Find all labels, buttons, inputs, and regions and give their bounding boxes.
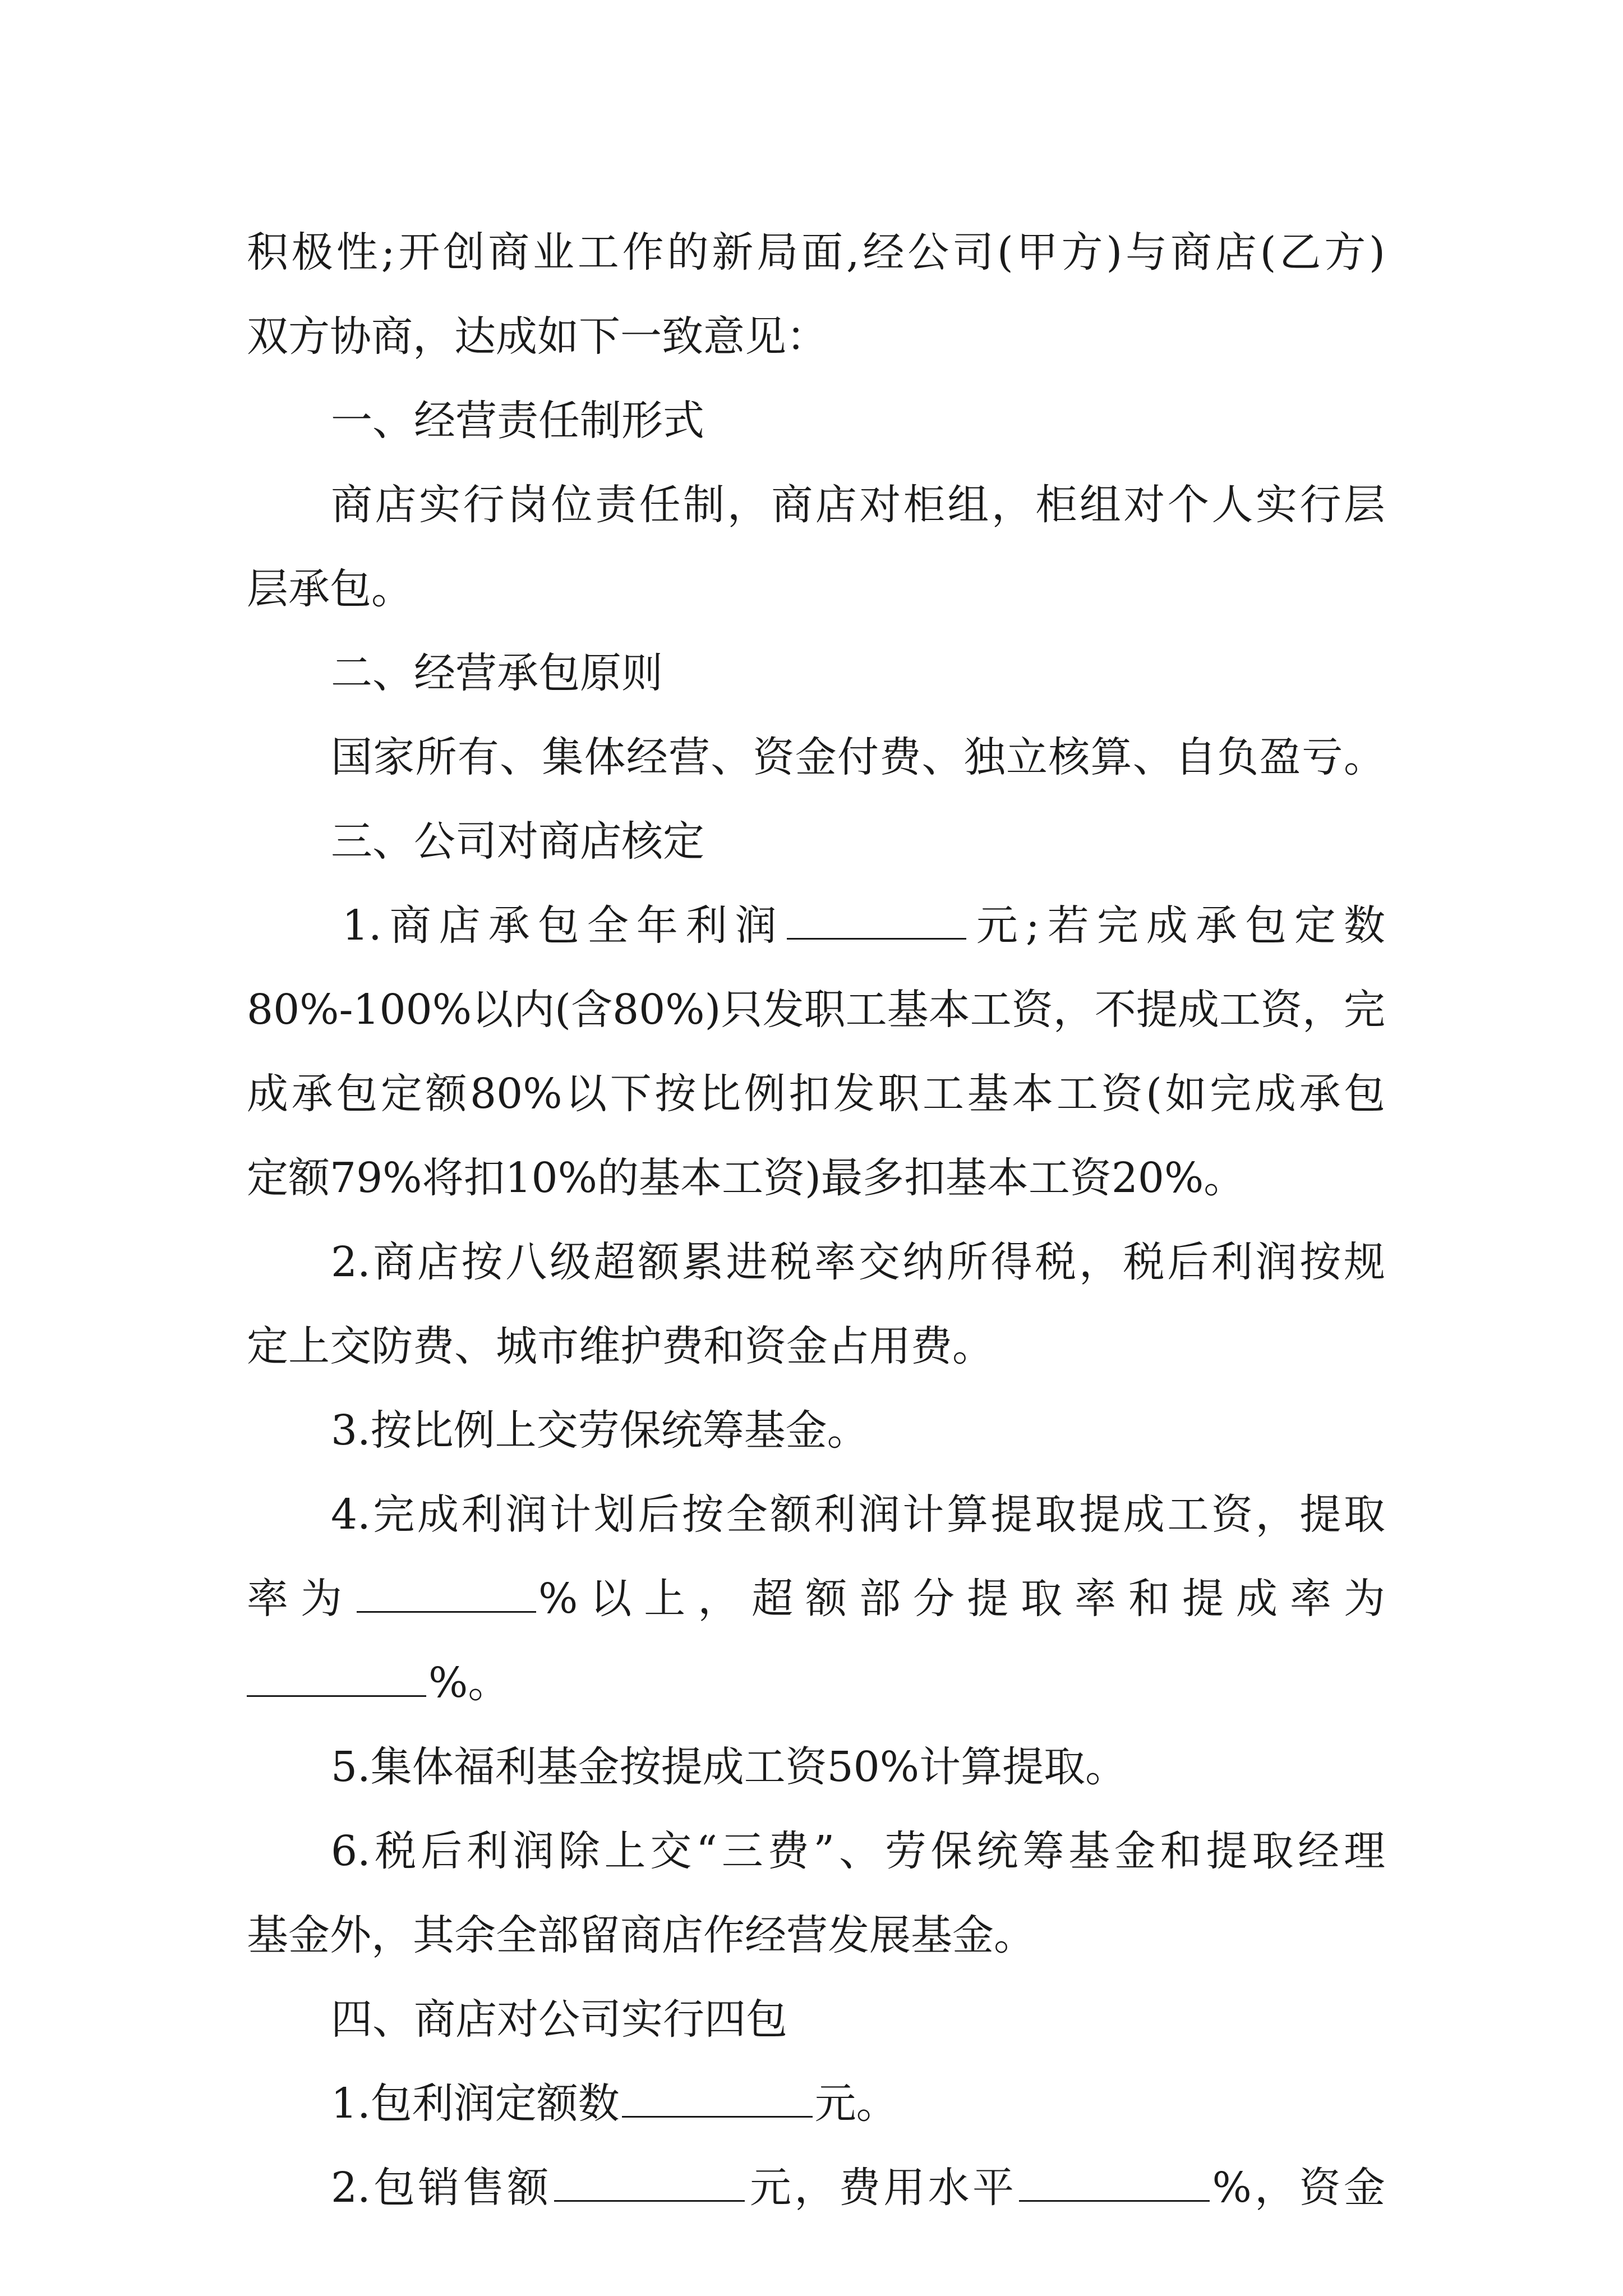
text-line-14: 定上交防费、城市维护费和资金占用费。	[247, 1322, 994, 1370]
clause-4-2-text-b: 元，费用水平	[746, 2164, 1017, 2212]
profit-blank-field[interactable]	[787, 893, 966, 940]
clause-3-4-cont-line	[247, 1644, 509, 1722]
text-line-22: 基金外，其余全部留商店作经营发展基金。	[247, 1911, 1035, 1959]
clause-3-4-text-c: %。	[428, 1659, 510, 1707]
excess-rate-blank-field[interactable]	[247, 1650, 426, 1697]
text-line-5: 层承包。	[247, 565, 413, 613]
section-heading-1: 一、经营责任制形式	[331, 397, 704, 445]
clause-4-2-line	[331, 2148, 1385, 2227]
expense-level-blank-field[interactable]	[1019, 2155, 1210, 2202]
clause-3-1-line	[342, 886, 1385, 965]
section-heading-2: 二、经营承包原则	[331, 649, 663, 697]
text-line-12: 定额79%将扣10%的基本工资)最多扣基本工资20%。	[247, 1154, 1246, 1202]
text-line-13: 2.商店按八级超额累进税率交纳所得税，税后利润按规	[331, 1238, 1385, 1286]
clause-4-1-text-b: 元。	[814, 2079, 898, 2128]
clause-4-1-line	[331, 2064, 898, 2143]
clause-3-1-text-b: 元;若完成承包定数	[968, 901, 1386, 950]
text-line-7: 国家所有、集体经营、资金付费、独立核算、自负盈亏。	[331, 733, 1385, 781]
profit-quota-blank-field[interactable]	[622, 2071, 813, 2118]
commission-rate-blank-field[interactable]	[357, 1566, 536, 1613]
text-line-1: 积极性;开创商业工作的新局面,经公司(甲方)与商店(乙方)	[247, 228, 1385, 277]
clause-4-1-text-a: 1.包利润定额数	[331, 2079, 620, 2128]
clause-4-2-text-c: %，资金	[1212, 2164, 1385, 2212]
text-line-20: 5.集体福利基金按提成工资50%计算提取。	[331, 1743, 1127, 1791]
section-heading-3: 三、公司对商店核定	[331, 817, 704, 866]
text-line-2: 双方协商，达成如下一致意见：	[247, 312, 828, 361]
clause-3-1-text-a: 1.商店承包全年利润	[342, 901, 785, 950]
text-line-11: 成承包定额80%以下按比例扣发职工基本工资(如完成承包	[247, 1070, 1385, 1118]
clause-4-2-text-a: 2.包销售额	[331, 2164, 552, 2212]
clause-3-4-line	[247, 1559, 1385, 1638]
section-heading-4: 四、商店对公司实行四包	[331, 1995, 787, 2044]
text-line-10: 80%-100%以内(含80%)只发职工基本工资，不提成工资，完	[247, 986, 1385, 1034]
text-line-15: 3.按比例上交劳保统筹基金。	[331, 1406, 869, 1455]
clause-3-4-text-a: 率为	[247, 1575, 354, 1623]
sales-blank-field[interactable]	[554, 2155, 745, 2202]
clause-3-4-text-b: %以上，超额部分提取率和提成率为	[538, 1575, 1385, 1623]
text-line-16: 4.完成利润计划后按全额利润计算提取提成工资，提取	[331, 1490, 1385, 1539]
text-line-21: 6.税后利润除上交“三费”、劳保统筹基金和提取经理	[331, 1827, 1385, 1875]
text-line-4: 商店实行岗位责任制，商店对柜组，柜组对个人实行层	[331, 481, 1385, 529]
